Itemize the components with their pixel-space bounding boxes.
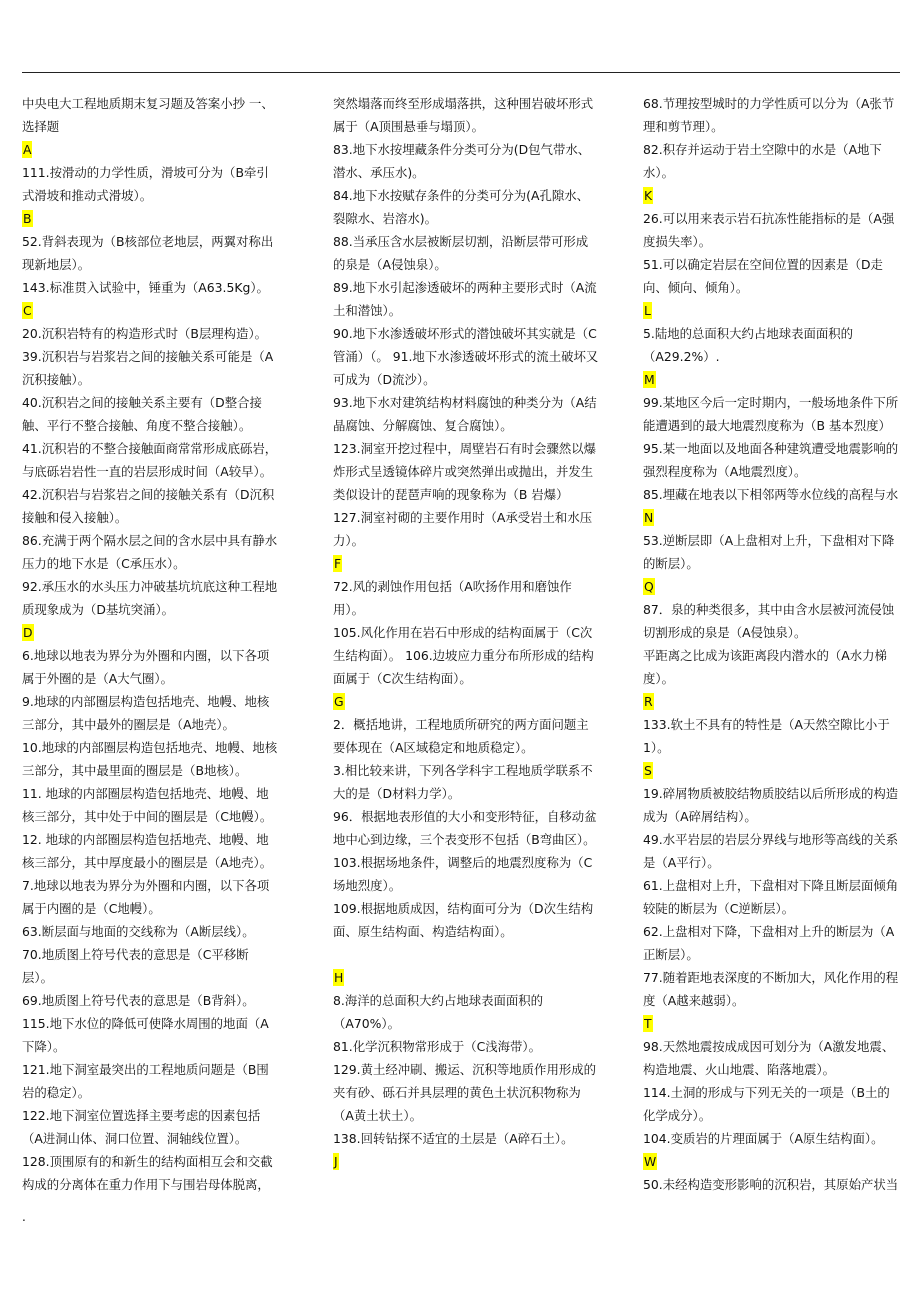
section-letter: B xyxy=(23,211,32,226)
section-letter: D xyxy=(23,625,33,640)
question-item: 68.节理按型城时的力学性质可以分为（A张节理和剪节理）。 xyxy=(643,96,895,134)
section-letter-row xyxy=(643,299,899,322)
question-item: 9.地球的内部圈层构造包括地壳、地幔、地核三部分，其中最外的圈层是（A地壳）。 xyxy=(22,694,270,732)
question-item: 72.风的剥蚀作用包括（A吹扬作用和磨蚀作用）。 xyxy=(333,579,572,617)
question-item: 103.根据场地条件，调整后的地震烈度称为（C场地烈度）。 xyxy=(333,855,593,893)
question-item: 121.地下洞室最突出的工程地质问题是（B围岩的稳定）。 xyxy=(22,1062,269,1100)
question-item: 中央电大工程地质期末复习题及答案小抄 一、选择题 xyxy=(22,96,274,134)
question-item: 115.地下水位的降低可使降水周围的地面（A下降）。 xyxy=(22,1016,269,1054)
question-item: 143.标准贯入试验中，锤重为（A63.5Kg）。 xyxy=(22,280,269,295)
section-letter-row xyxy=(643,184,899,207)
question-item: 111.按滑动的力学性质，滑坡可分为（B牵引式滑坡和推动式滑坡）。 xyxy=(22,165,269,203)
question-item: 82.积存并运动于岩土空隙中的水是（A地下水）。 xyxy=(643,142,882,180)
question-item: 39.沉积岩与岩浆岩之间的接触关系可能是（A沉积接触）。 xyxy=(22,349,274,387)
question-item: 122.地下洞室位置选择主要考虑的因素包括（A进洞山体、洞口位置、洞轴线位置）。 xyxy=(22,1108,261,1146)
question-item: 85.埋藏在地表以下相邻两等水位线的高程与水 xyxy=(643,487,899,502)
question-item: 96．根据地表形值的大小和变形特征，自移动盆地中心到边缘，三个表变形不包括（B弯曲区）。 xyxy=(333,809,597,847)
section-letter-row xyxy=(643,1150,899,1173)
question-item: 52.背斜表现为（B核部位老地层，两翼对称出现新地层）。 xyxy=(22,234,274,272)
question-item: 62.上盘相对下降，下盘相对上升的断层为（A正断层）。 xyxy=(643,924,895,962)
question-item: 3.相比较来讲，下列各学科宇工程地质学联系不大的是（D材料力学）。 xyxy=(333,763,593,801)
section-letter: Q xyxy=(644,579,654,594)
question-item: 5.陆地的总面积大约占地球表面面积的（A29.2%）. xyxy=(643,326,854,364)
section-letter: R xyxy=(644,694,653,709)
question-item: 129.黄土经冲刷、搬运、沉积等地质作用形成的夹有砂、砾石并具层理的黄色土状沉积物称为（A黄土状土）。 xyxy=(333,1062,597,1123)
question-item: 86.充满于两个隔水层之间的含水层中具有静水压力的地下水是（C承压水）。 xyxy=(22,533,278,571)
question-item: 平距离之比成为该距离段内潜水的（A水力梯度）。 xyxy=(643,648,887,686)
question-item: 88.当承压含水层被断层切割，沿断层带可形成的泉是（A侵蚀泉）。 xyxy=(333,234,589,272)
section-letter: N xyxy=(644,510,654,525)
question-item: 123.洞室开挖过程中，周壁岩石有时会骤然以爆炸形式呈透镜体碎片或突然弹出或抛出，并发生类似设计的琵琶声响的现象称为（B 岩爆） xyxy=(333,441,597,502)
section-letter: K xyxy=(644,188,653,203)
section-letter-row xyxy=(643,759,899,782)
question-item: 87．泉的种类很多，其中由含水层被河流侵蚀切割形成的泉是（A侵蚀泉）。 xyxy=(643,602,895,640)
section-letter: J xyxy=(334,1154,338,1169)
section-letter: H xyxy=(334,970,344,985)
section-letter-row xyxy=(643,575,899,598)
section-letter-row xyxy=(22,299,278,322)
section-letter-row xyxy=(22,621,278,644)
question-item: 69.地质图上符号代表的意思是（B背斜）。 xyxy=(22,993,255,1008)
question-item: 49.水平岩层的岩层分界线与地形等高线的关系是（A平行）。 xyxy=(643,832,899,870)
section-letter-row xyxy=(22,138,278,161)
question-item: 83.地下水按埋藏条件分类可分为(D包气带水、潜水、承压水)。 xyxy=(333,142,591,180)
question-item: 99.某地区今后一定时期内，一般场地条件下所能遭遇到的最大地震烈度称为（B 基本烈度） xyxy=(643,395,899,433)
question-item: 98.天然地震按成成因可划分为（A激发地震、构造地震、火山地震、陷落地震）。 xyxy=(643,1039,895,1077)
question-item: 77.随着距地表深度的不断加大，风化作用的程度（A越来越弱）。 xyxy=(643,970,899,1008)
question-item: 92.承压水的水头压力冲破基坑坑底这种工程地质现象成为（D基坑突涌）。 xyxy=(22,579,278,617)
footer-mark: . xyxy=(22,1210,26,1224)
question-item: 50.未经构造变形影响的沉积岩，其原始产状当 xyxy=(643,1177,899,1192)
section-letter-row xyxy=(643,506,899,529)
header-rule xyxy=(22,72,900,73)
question-item: 105.风化作用在岩石中形成的结构面属于（C次生结构面）。 106.边坡应力重分布所形成的结构面属于（C次生结构面）。 xyxy=(333,625,594,686)
question-item: 2．概括地讲，工程地质所研究的两方面问题主要体现在（A区域稳定和地质稳定）。 xyxy=(333,717,589,755)
question-item: 133.软土不具有的特性是（A天然空隙比小于1）。 xyxy=(643,717,890,755)
section-letter-row xyxy=(22,207,278,230)
question-item: 7.地球以地表为界分为外圈和内圈，以下各项属于内圈的是（C地幔）。 xyxy=(22,878,270,916)
column-right xyxy=(643,92,899,1196)
question-item: 12. 地球的内部圈层构造包括地壳、地幔、地核三部分，其中厚度最小的圈层是（A地壳）。 xyxy=(22,832,273,870)
column-middle xyxy=(333,92,599,1173)
question-item: 128.顶围原有的和新生的结构面相互会和交截构成的分离体在重力作用下与围岩母体脱离， xyxy=(22,1154,273,1192)
column-left xyxy=(22,92,278,1196)
question-item: 41.沉积岩的不整合接触面商常常形成底砾岩，与底砾岩岩性一直的岩层形成时间（A较早）。 xyxy=(22,441,278,479)
question-item: 127.洞室衬砌的主要作用时（A承受岩土和水压力）。 xyxy=(333,510,593,548)
question-item: 81.化学沉积物常形成于（C浅海带）。 xyxy=(333,1039,542,1054)
spacer xyxy=(333,943,599,966)
section-letter: T xyxy=(644,1016,652,1031)
question-item: 114.土洞的形成与下列无关的一项是（B土的化学成分）。 xyxy=(643,1085,890,1123)
section-letter: S xyxy=(644,763,652,778)
section-letter: L xyxy=(644,303,651,318)
question-item: 10.地球的内部圈层构造包括地壳、地幔、地核三部分，其中最里面的圈层是（B地核）。 xyxy=(22,740,278,778)
question-item: 53.逆断层即（A上盘相对上升，下盘相对下降的断层）。 xyxy=(643,533,895,571)
section-letter: W xyxy=(644,1154,657,1169)
section-letter-row xyxy=(333,966,599,989)
question-item: 93.地下水对建筑结构材料腐蚀的种类分为（A结晶腐蚀、分解腐蚀、复合腐蚀）。 xyxy=(333,395,597,433)
question-item: 51.可以确定岩层在空间位置的因素是（D走向、倾向、倾角）。 xyxy=(643,257,883,295)
question-item: 20.沉积岩特有的构造形式时（B层理构造）。 xyxy=(22,326,268,341)
question-item: 104.变质岩的片理面属于（A原生结构面）。 xyxy=(643,1131,884,1146)
question-item: 40.沉积岩之间的接触关系主要有（D整合接触、平行不整合接触、角度不整合接触）。 xyxy=(22,395,262,433)
question-item: 6.地球以地表为界分为外圈和内圈，以下各项属于外圈的是（A大气圈）。 xyxy=(22,648,270,686)
section-letter: C xyxy=(23,303,32,318)
section-letter: F xyxy=(334,556,342,571)
question-item: 109.根据地质成因，结构面可分为（D次生结构面、原生结构面、构造结构面）。 xyxy=(333,901,594,939)
question-item: 19.碎屑物质被胶结物质胶结以后所形成的构造成为（A碎屑结构）。 xyxy=(643,786,899,824)
question-item: 63.断层面与地面的交线称为（A断层线）。 xyxy=(22,924,255,939)
section-letter-row xyxy=(643,368,899,391)
section-letter: G xyxy=(334,694,344,709)
section-letter: A xyxy=(23,142,32,157)
section-letter-row xyxy=(333,1150,599,1173)
question-item: 8.海洋的总面积大约占地球表面面积的（A70%）。 xyxy=(333,993,544,1031)
question-item: 138.回转钻探不适宜的土层是（A碎石土）。 xyxy=(333,1131,574,1146)
question-item: 26.可以用来表示岩石抗冻性能指标的是（A强度损失率）。 xyxy=(643,211,895,249)
question-item: 42.沉积岩与岩浆岩之间的接触关系有（D沉积接触和侵入接触）。 xyxy=(22,487,275,525)
question-item: 70.地质图上符号代表的意思是（C平移断层）。 xyxy=(22,947,249,985)
question-item: 84.地下水按赋存条件的分类可分为(A孔隙水、裂隙水、岩溶水)。 xyxy=(333,188,590,226)
question-item: 89.地下水引起渗透破坏的两种主要形式时（A流土和潜蚀）。 xyxy=(333,280,597,318)
section-letter-row xyxy=(333,552,599,575)
question-item: 11. 地球的内部圈层构造包括地壳、地幔、地核三部分，其中处于中间的圈层是（C地幔）。 xyxy=(22,786,273,824)
section-letter: M xyxy=(644,372,655,387)
question-item: 61.上盘相对上升，下盘相对下降且断层面倾角较陡的断层为（C逆断层）。 xyxy=(643,878,899,916)
question-item: 90.地下水渗透破坏形式的潜蚀破坏其实就是（C管涌）（。 91.地下水渗透破坏形式的流土破坏又可成为（D流沙）。 xyxy=(333,326,599,387)
question-item: 突然塌落而终至形成塌落拱，这种围岩破坏形式属于（A顶围悬垂与塌顶）。 xyxy=(333,96,594,134)
section-letter-row xyxy=(643,1012,899,1035)
section-letter-row xyxy=(643,690,899,713)
question-item: 95.某一地面以及地面各种建筑遭受地震影响的强烈程度称为（A地震烈度）。 xyxy=(643,441,899,479)
section-letter-row xyxy=(333,690,599,713)
